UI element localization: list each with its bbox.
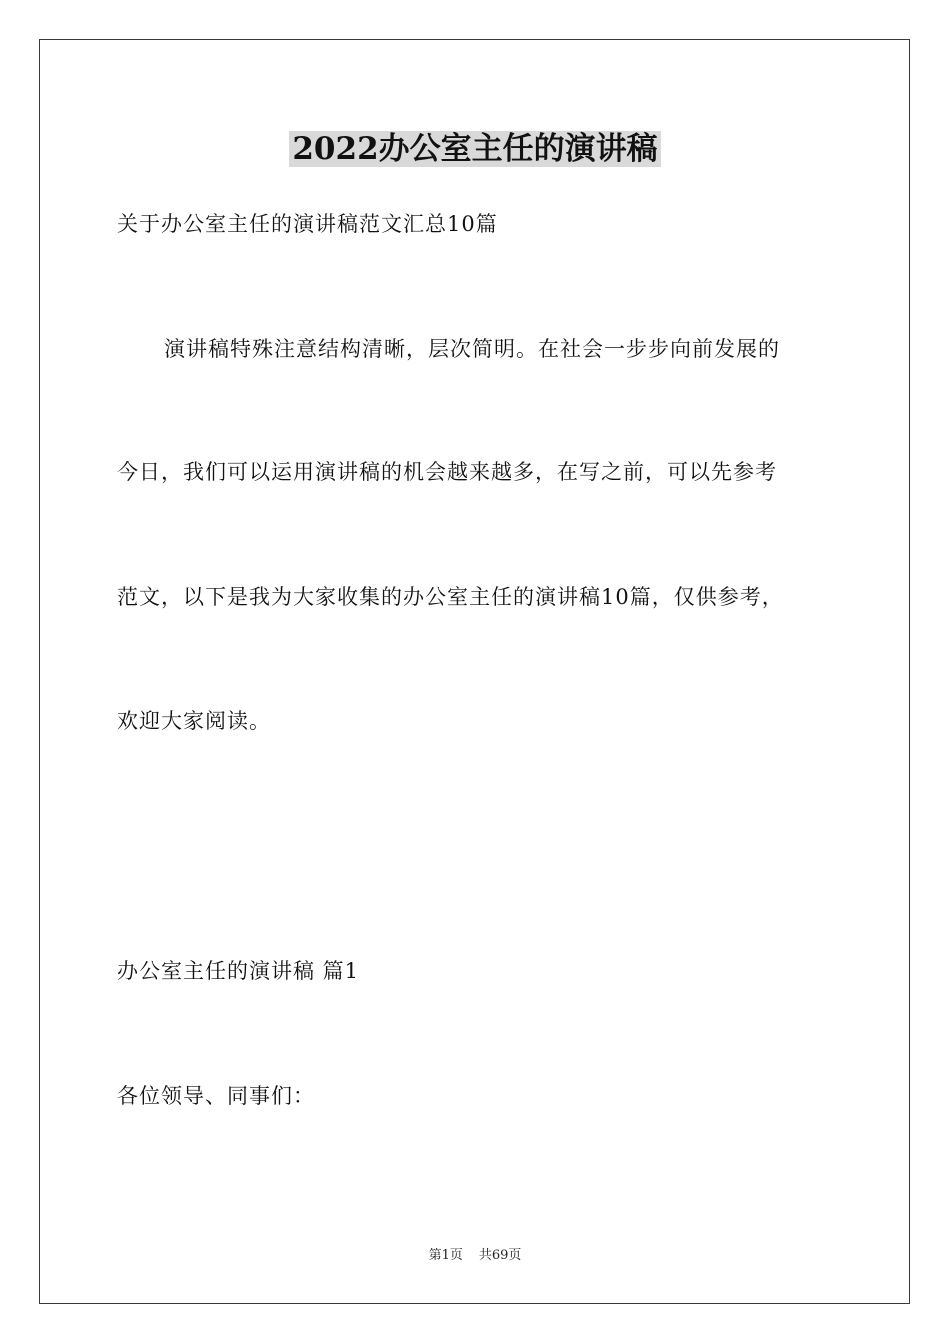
page-number-total: 共69页 xyxy=(478,1248,522,1263)
intro-line-2: 今日，我们可以运用演讲稿的机会越来越多，在写之前，可以先参考 xyxy=(117,460,777,484)
intro-line-1: 演讲稿特殊注意结构清晰，层次简明。在社会一步步向前发展的 xyxy=(164,337,780,361)
intro-line-4: 欢迎大家阅读。 xyxy=(117,709,271,733)
document-title-text: 2022办公室主任的演讲稿 xyxy=(289,131,660,167)
document-title xyxy=(0,124,950,174)
salutation: 各位领导、同事们： xyxy=(117,1084,315,1108)
page-number-current: 第1页 xyxy=(428,1248,463,1263)
page-footer xyxy=(0,1247,950,1265)
intro-line-3: 范文，以下是我为大家收集的办公室主任的演讲稿10篇，仅供参考， xyxy=(117,585,784,609)
section-heading: 办公室主任的演讲稿 篇1 xyxy=(117,959,360,983)
document-subtitle: 关于办公室主任的演讲稿范文汇总10篇 xyxy=(117,212,498,236)
